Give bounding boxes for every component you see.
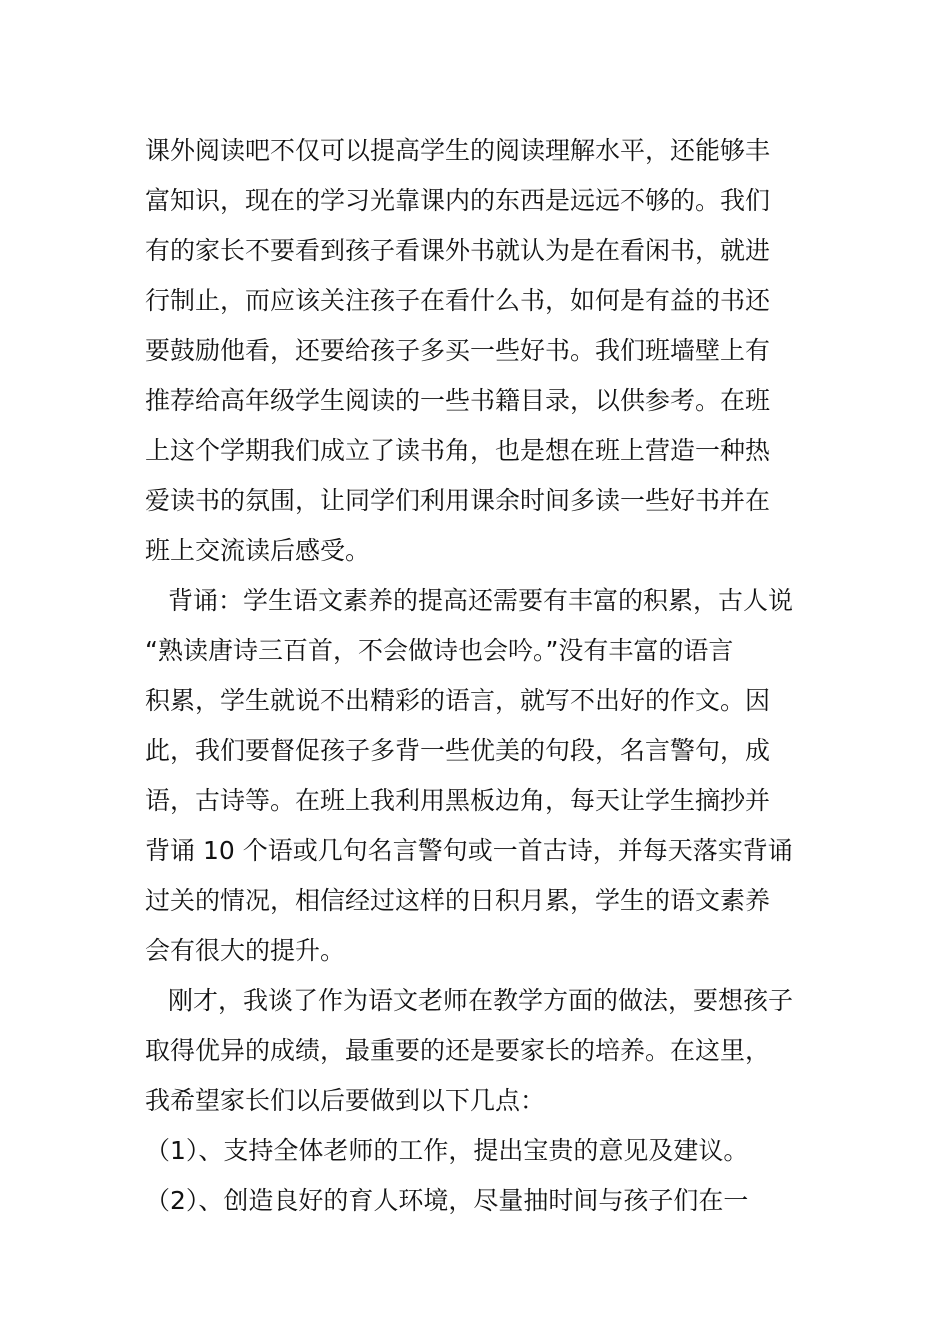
text-line: 富知识，现在的学习光靠课内的东西是远远不够的。我们 (145, 186, 771, 215)
text-line: （2）、创造良好的育人环境，尽量抽时间与孩子们在一 (145, 1186, 749, 1215)
text-line: 爱读书的氛围，让同学们利用课余时间多读一些好书并在 (145, 486, 771, 515)
text-line: 刚才，我谈了作为语文老师在教学方面的做法，要想孩子 (168, 986, 794, 1015)
text-line: 语，古诗等。在班上我利用黑板边角，每天让学生摘抄并 (145, 786, 771, 815)
text-line: 此，我们要督促孩子多背一些优美的句段，名言警句，成 (145, 736, 771, 765)
text-line: 我希望家长们以后要做到以下几点： (145, 1086, 546, 1115)
text-line: 过关的情况，相信经过这样的日积月累，学生的语文素养 (145, 886, 771, 915)
text-line: “熟读唐诗三百首，不会做诗也会吟。”没有丰富的语言 (145, 636, 734, 665)
text-line: （1）、支持全体老师的工作，提出宝贵的意见及建议。 (145, 1136, 749, 1165)
text-line: 背诵：学生语文素养的提高还需要有丰富的积累，古人说 (168, 586, 794, 615)
text-line: 有的家长不要看到孩子看课外书就认为是在看闲书，就进 (145, 236, 771, 265)
text-line: 行制止，而应该关注孩子在看什么书，如何是有益的书还 (145, 286, 771, 315)
text-line: 积累，学生就说不出精彩的语言，就写不出好的作文。因 (145, 686, 771, 715)
text-line: 班上交流读后感受。 (145, 536, 371, 565)
text-line: 课外阅读吧不仅可以提高学生的阅读理解水平，还能够丰 (145, 136, 771, 165)
text-line: 取得优异的成绩，最重要的还是要家长的培养。在这里， (145, 1036, 771, 1065)
text-line: 会有很大的提升。 (145, 936, 346, 965)
text-line: 要鼓励他看，还要给孩子多买一些好书。我们班墙壁上有 (145, 336, 771, 365)
text-line: 背诵 10 个语或几句名言警句或一首古诗，并每天落实背诵 (145, 836, 793, 865)
text-line: 上这个学期我们成立了读书角，也是想在班上营造一种热 (145, 436, 771, 465)
text-line: 推荐给高年级学生阅读的一些书籍目录，以供参考。在班 (145, 386, 771, 415)
